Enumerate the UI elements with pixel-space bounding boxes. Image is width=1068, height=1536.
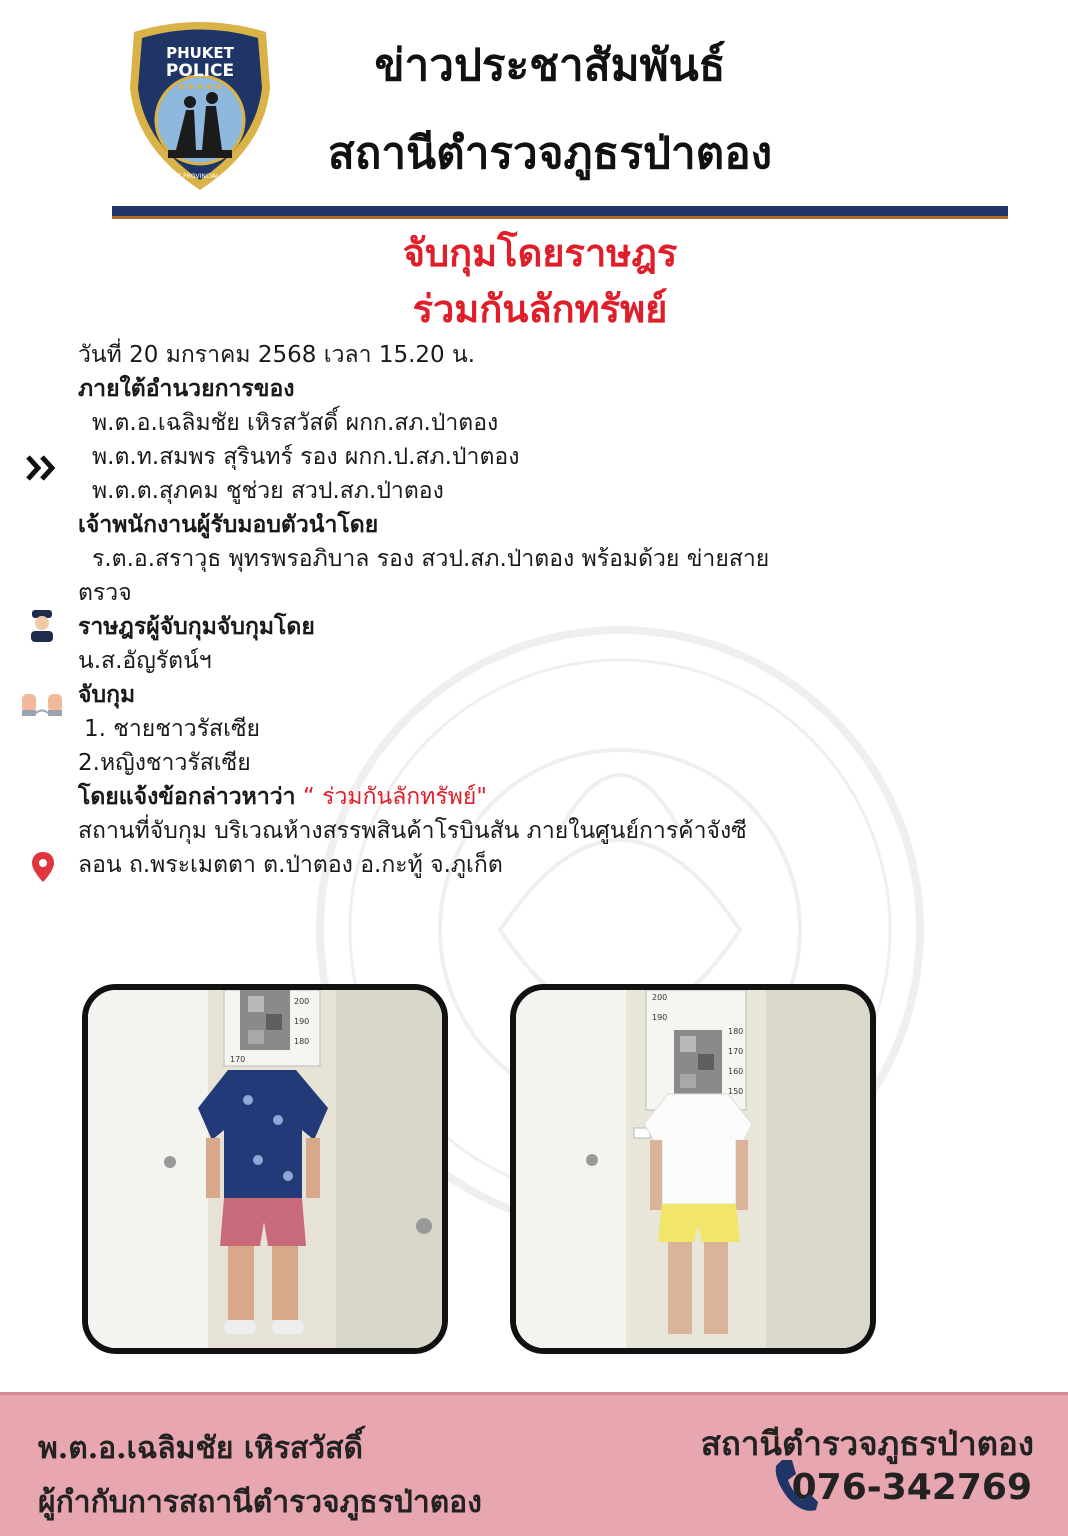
chart-mark-190b: 190	[652, 1013, 668, 1022]
page-subtitle: สถานีตำรวจภูธรป่าตอง	[327, 128, 773, 179]
command-heading: ภายใต้อำนวยการของ	[78, 376, 295, 402]
officer-line1: ร.ต.อ.สราวุธ พุทรพรอภิบาล รอง สวป.สภ.ป่าตอง พร้อมด้วย ข่ายสาย	[92, 546, 770, 572]
badge-top-text: PHUKET	[166, 44, 234, 62]
page-title: ข่าวประชาสัมพันธ์	[374, 40, 726, 91]
chart-mark-180b: 180	[728, 1027, 744, 1036]
location-pin-icon	[30, 850, 56, 888]
phuket-police-badge	[124, 18, 276, 194]
suspect-photo-man	[82, 984, 448, 1354]
location-line1: สถานที่จับกุม บริเวณห้างสรรพสินค้าโรบินสัน ภายในศูนย์การค้าจังซี	[78, 818, 747, 844]
handcuffed-hands-icon	[20, 688, 64, 724]
chart-mark-150b: 150	[728, 1087, 744, 1096]
suspect-2: 2.หญิงชาวรัสเซีย	[78, 750, 251, 776]
chart-mark-200: 200	[294, 997, 310, 1006]
header-divider	[112, 206, 1008, 219]
charge-value: “ ร่วมกันลักทรัพย์"	[302, 784, 487, 810]
footer-banner	[0, 1392, 1068, 1536]
charge-label: โดยแจ้งข้อกล่าวหาว่า	[78, 784, 296, 810]
commander-3: พ.ต.ต.สุภคม ชูช่วย สวป.สภ.ป่าตอง	[92, 478, 444, 504]
date-line: วันที่ 20 มกราคม 2568 เวลา 15.20 น.	[78, 342, 476, 368]
badge-ring-text: PHUKET PROVINCIAL POLICE	[157, 173, 243, 180]
chief-title: ผู้กำกับการสถานีตำรวจภูธรป่าตอง	[38, 1485, 482, 1520]
svg-text:★★★★★: ★★★★★	[177, 82, 223, 93]
chart-mark-170: 170	[230, 1055, 246, 1064]
officer-heading: เจ้าพนักงานผู้รับมอบตัวนำโดย	[78, 512, 379, 538]
press-release-details	[78, 338, 958, 882]
police-officer-icon	[28, 608, 56, 646]
commander-2: พ.ต.ท.สมพร สุรินทร์ รอง ผกก.ป.สภ.ป่าตอง	[92, 444, 520, 470]
suspect-1: 1. ชายชาวรัสเซีย	[84, 716, 261, 742]
suspect-photo-woman	[510, 984, 876, 1354]
chart-mark-160b: 160	[728, 1067, 744, 1076]
citizen-heading: ราษฎรผู้จับกุมจับกุมโดย	[78, 614, 315, 640]
location-line2: ลอน ถ.พระเมตตา ต.ป่าตอง อ.กะทู้ จ.ภูเก็ต	[78, 852, 503, 878]
phone-icon	[772, 1456, 820, 1518]
chart-mark-190: 190	[294, 1017, 310, 1026]
phone-number: 076-342769	[791, 1467, 1032, 1508]
chart-mark-180: 180	[294, 1037, 310, 1046]
officer-line2: ตรวจ	[78, 580, 132, 606]
arrest-heading: จับกุม	[78, 682, 136, 708]
chart-mark-200b: 200	[652, 993, 668, 1002]
headline-line2: ร่วมกันลักทรัพย์	[412, 286, 668, 331]
badge-main-text: POLICE	[165, 61, 235, 81]
commander-1: พ.ต.อ.เฉลิมชัย เหิรสวัสดิ์ ผกก.สภ.ป่าตอง	[92, 410, 499, 436]
chart-mark-170b: 170	[728, 1047, 744, 1056]
headline-line1: จับกุมโดยราษฎร	[402, 230, 678, 275]
chief-name: พ.ต.อ.เฉลิมชัย เหิรสวัสดิ์	[38, 1431, 363, 1466]
double-chevron-icon	[26, 454, 60, 486]
station-name: สถานีตำรวจภูธรป่าตอง	[700, 1424, 1034, 1463]
citizen-name: น.ส.อัญรัตน์ฯ	[78, 648, 212, 674]
